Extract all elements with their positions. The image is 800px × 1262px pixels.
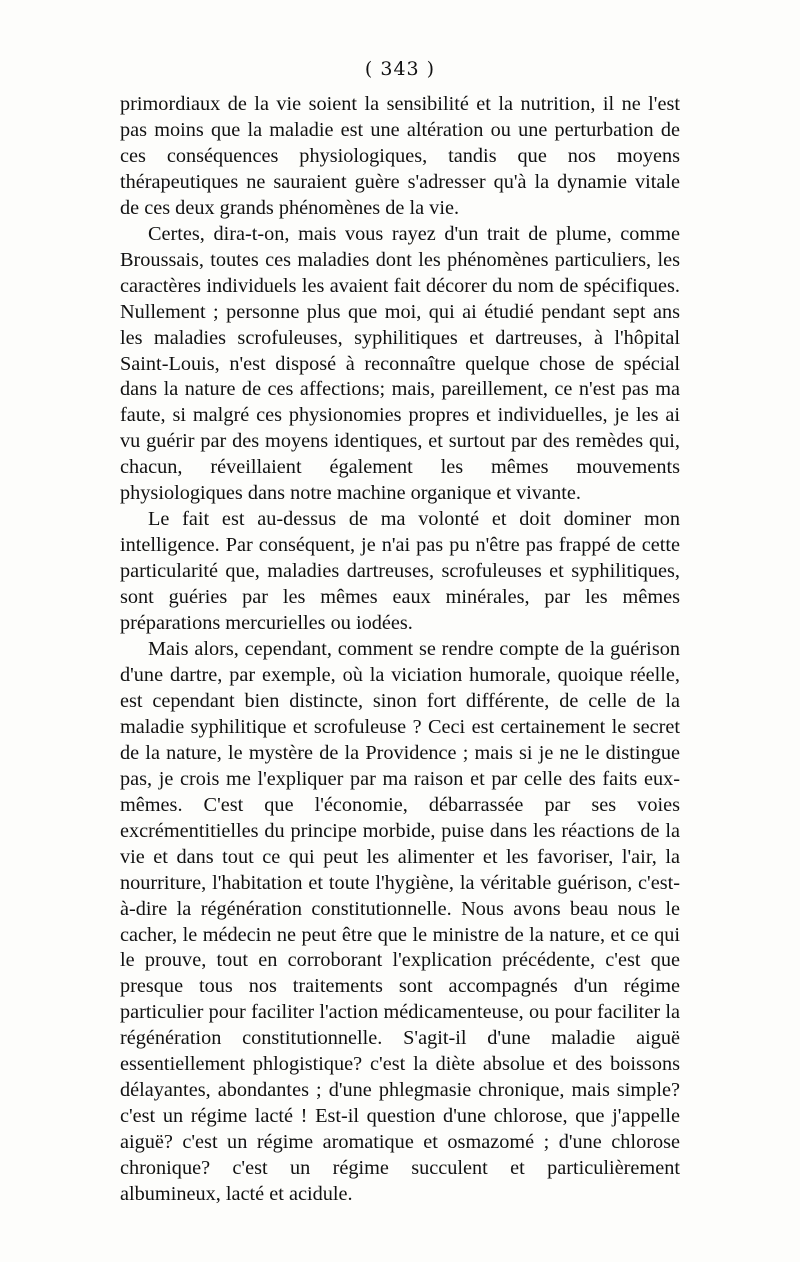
paragraph-4: Mais alors, cependant, comment se rendre compte de la guérison d'une dartre, par exemple, où la viciation humorale, quoique réelle, est cependant bien distincte, sinon fort différente, de celle de la maladie syphilitique et scrofuleuse ? Ceci est certainement le secret de la nature, le mystère de la Providence ; mais si je ne le distingue pas, je crois me l'expliquer par ma raison et par celle des faits eux-mêmes. C'est que l'économie, débarrassée par ses voies excrémentitielles du principe morbide, puise dans les réactions de la vie et dans tout ce qui peut les alimenter et les favoriser, l'air, la nourriture, l'habitation et toute l'hygiène, la véritable guérison, c'est-à-dire la régénération constitutionnelle. Nous avons beau nous le cacher, le médecin ne peut être que le ministre de la nature, et ce qui le prouve, tout en corroborant l'explication précédente, c'est que presque tous nos traitements sont accompagnés d'un régime particulier pour faciliter l'action médicamenteuse, ou pour faciliter la régénération constitutionnelle. S'agit-il d'une maladie aiguë essentiellement phlogistique? c'est la diète absolue et des boissons délayantes, abondantes ; d'une phlegmasie chronique, mais simple? c'est un régime lacté ! Est-il question d'une chlorose, que j'appelle aiguë? c'est un régime aromatique et osmazomé ; d'une chlorose chronique? c'est un régime succulent et particulièrement albumineux, lacté et acidule. — [120, 638, 680, 1206]
page-number: ( 343 ) — [364, 58, 436, 80]
paragraph-3: Le fait est au-dessus de ma volonté et doit dominer mon intelligence. Par conséquent, je n'ai pas pu n'être pas frappé de cette particularité que, maladies dartreuses, scrofuleuses et syphilitiques, sont guéries par les mêmes eaux minérales, par les mêmes préparations mercurielles ou iodées. — [120, 508, 680, 635]
paragraph-2: Certes, dira-t-on, mais vous rayez d'un trait de plume, comme Broussais, toutes ces maladies dont les phénomènes particuliers, les caractères individuels les avaient fait décorer du nom de spécifiques. Nullement ; personne plus que moi, qui ai étudié pendant sept ans les maladies scrofuleuses, syphilitiques et dartreuses, à l'hôpital Saint-Louis, n'est disposé à reconnaître quelque chose de spécial dans la nature de ces affections; mais, pareillement, ce n'est pas ma faute, si malgré ces physionomies propres et individuelles, je les ai vu guérir par des moyens identiques, et surtout par des remèdes qui, chacun, réveillaient également les mêmes mouvements physiologiques dans notre machine organique et vivante. — [120, 222, 680, 505]
paragraph-1: primordiaux de la vie soient la sensibilité et la nutrition, il ne l'est pas moins que la maladie est une altération ou une perturbation de ces conséquences physiologiques, tandis que nos moyens thérapeutiques ne sauraient guère s'adresser qu'à la dynamie vitale de ces deux grands phénomènes de la vie. — [120, 93, 680, 219]
body-text — [120, 92, 680, 1208]
